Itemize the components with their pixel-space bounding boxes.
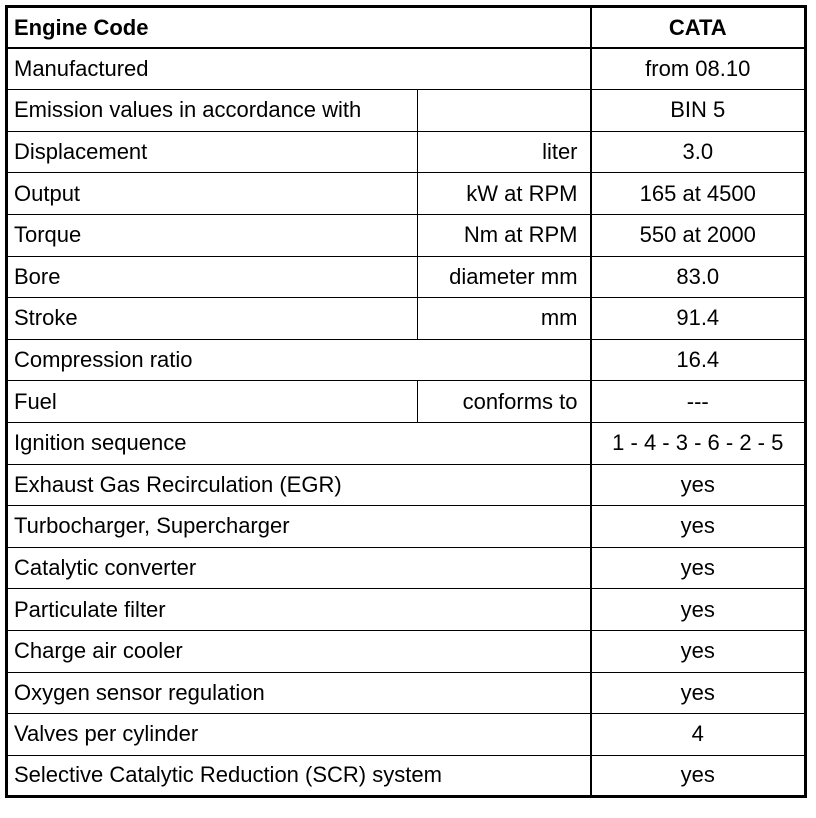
row-label: Compression ratio	[7, 339, 591, 381]
row-value: BIN 5	[591, 90, 806, 132]
table-row	[7, 714, 806, 756]
row-label: Selective Catalytic Reduction (SCR) system	[7, 755, 591, 797]
row-unit: conforms to	[418, 381, 591, 423]
row-value: 91.4	[591, 298, 806, 340]
table-header-row	[7, 7, 806, 49]
table-row	[7, 90, 806, 132]
table-row	[7, 173, 806, 215]
row-label: Bore	[7, 256, 418, 298]
row-label: Charge air cooler	[7, 630, 591, 672]
row-unit: diameter mm	[418, 256, 591, 298]
row-value: ---	[591, 381, 806, 423]
row-label: Emission values in accordance with	[7, 90, 418, 132]
row-label: Turbocharger, Supercharger	[7, 506, 591, 548]
row-unit: liter	[418, 131, 591, 173]
table-row	[7, 464, 806, 506]
row-label: Displacement	[7, 131, 418, 173]
table-row	[7, 589, 806, 631]
table-row	[7, 630, 806, 672]
table-row	[7, 339, 806, 381]
row-value: 4	[591, 714, 806, 756]
row-value: yes	[591, 464, 806, 506]
table-row	[7, 214, 806, 256]
table-row	[7, 506, 806, 548]
row-value: yes	[591, 506, 806, 548]
table-row	[7, 131, 806, 173]
row-value: from 08.10	[591, 48, 806, 90]
row-label: Ignition sequence	[7, 422, 591, 464]
row-unit	[418, 90, 591, 132]
row-value: yes	[591, 755, 806, 797]
row-value: 1 - 4 - 3 - 6 - 2 - 5	[591, 422, 806, 464]
row-label: Manufactured	[7, 48, 591, 90]
row-value: yes	[591, 630, 806, 672]
row-value: 165 at 4500	[591, 173, 806, 215]
row-label: Oxygen sensor regulation	[7, 672, 591, 714]
row-label: Torque	[7, 214, 418, 256]
row-label: Fuel	[7, 381, 418, 423]
row-value: 16.4	[591, 339, 806, 381]
table-row	[7, 48, 806, 90]
engine-code-value: CATA	[591, 7, 806, 49]
row-label: Output	[7, 173, 418, 215]
table-row	[7, 298, 806, 340]
table-row	[7, 547, 806, 589]
engine-spec-table	[5, 5, 807, 798]
row-label: Valves per cylinder	[7, 714, 591, 756]
row-label: Catalytic converter	[7, 547, 591, 589]
row-unit: mm	[418, 298, 591, 340]
table-row	[7, 755, 806, 797]
table-row	[7, 256, 806, 298]
row-label: Stroke	[7, 298, 418, 340]
row-label: Particulate filter	[7, 589, 591, 631]
row-value: yes	[591, 672, 806, 714]
row-value: yes	[591, 547, 806, 589]
engine-code-label: Engine Code	[7, 7, 591, 49]
row-unit: kW at RPM	[418, 173, 591, 215]
table-row	[7, 672, 806, 714]
table-row	[7, 381, 806, 423]
table-row	[7, 422, 806, 464]
row-value: 550 at 2000	[591, 214, 806, 256]
row-value: 3.0	[591, 131, 806, 173]
row-value: 83.0	[591, 256, 806, 298]
row-label: Exhaust Gas Recirculation (EGR)	[7, 464, 591, 506]
row-value: yes	[591, 589, 806, 631]
row-unit: Nm at RPM	[418, 214, 591, 256]
